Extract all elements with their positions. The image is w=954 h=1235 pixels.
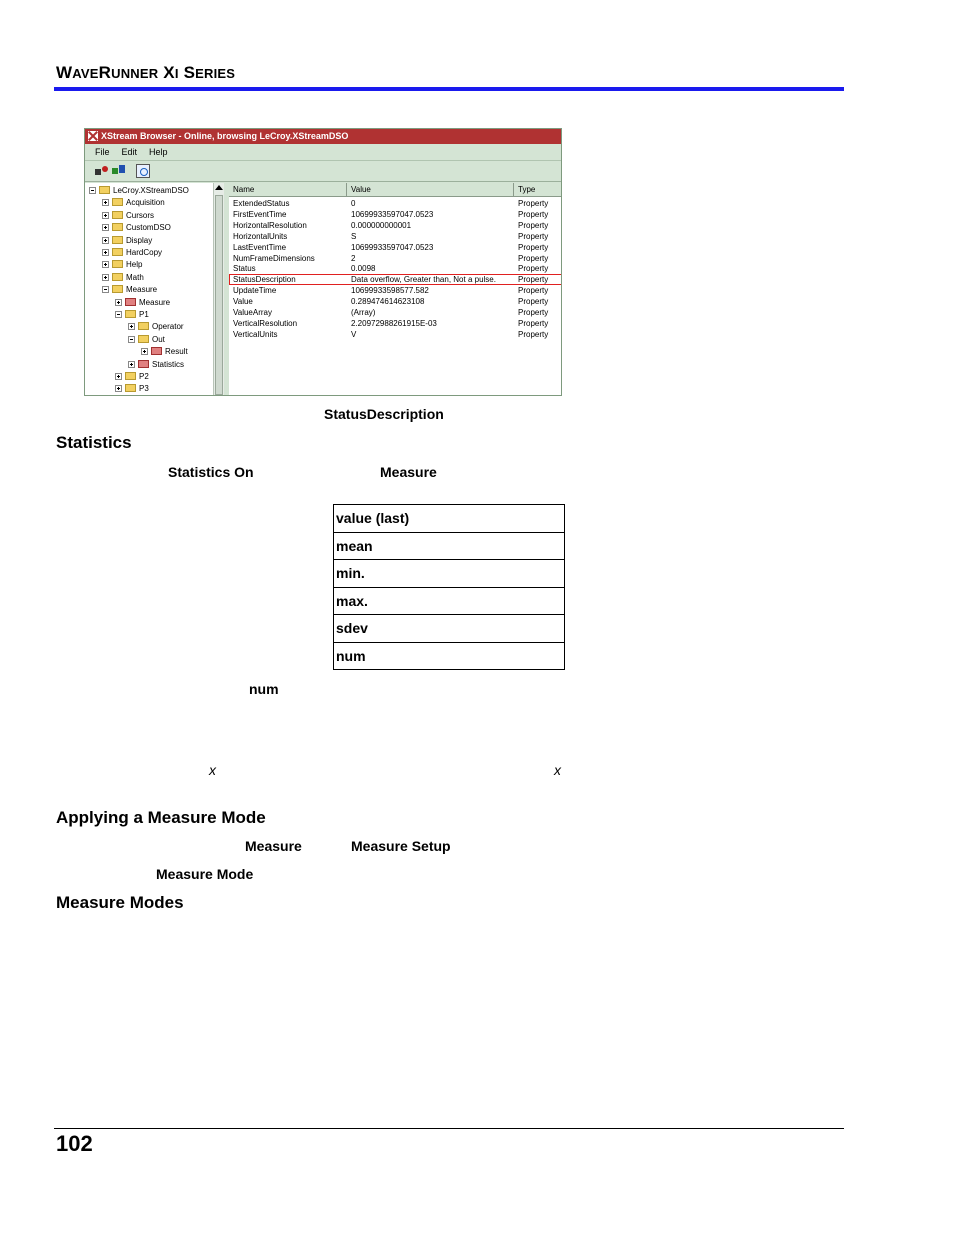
collapse-minus-icon[interactable] bbox=[89, 187, 96, 194]
property-value: 2.20972988261915E-03 bbox=[351, 318, 437, 328]
collapse-minus-icon[interactable] bbox=[102, 286, 109, 293]
tree-node[interactable] bbox=[128, 334, 165, 346]
expand-plus-icon[interactable] bbox=[102, 237, 109, 244]
statistics-table-row bbox=[334, 560, 565, 588]
expand-plus-icon[interactable] bbox=[102, 224, 109, 231]
connect-icon[interactable] bbox=[95, 164, 109, 178]
property-row[interactable] bbox=[229, 263, 562, 274]
property-type: Property bbox=[518, 297, 549, 307]
folder-icon bbox=[112, 260, 123, 268]
property-value: 2 bbox=[351, 253, 356, 263]
property-type: Property bbox=[518, 286, 549, 296]
tree-node-label: P2 bbox=[139, 372, 149, 381]
property-type: Property bbox=[518, 275, 549, 285]
tree-node-label: Acquisition bbox=[126, 198, 165, 208]
property-type: Property bbox=[518, 308, 549, 317]
measure-button-term: Measure bbox=[245, 838, 302, 854]
statistics-table-row bbox=[334, 615, 565, 643]
expand-plus-icon[interactable] bbox=[102, 274, 109, 281]
expand-plus-icon[interactable] bbox=[115, 373, 122, 380]
menu-file[interactable]: File bbox=[95, 147, 110, 157]
tree-node[interactable] bbox=[102, 210, 154, 222]
property-name: LastEventTime bbox=[233, 242, 287, 252]
property-type: Property bbox=[518, 253, 549, 263]
property-row[interactable] bbox=[229, 307, 562, 318]
measure-term: Measure bbox=[380, 464, 437, 480]
property-row[interactable] bbox=[229, 329, 562, 340]
statistic-name: max. bbox=[334, 587, 565, 615]
expand-plus-icon[interactable] bbox=[128, 323, 135, 330]
tree-node-label: Out bbox=[152, 334, 165, 344]
series-title-rest-ave: AVE bbox=[72, 66, 99, 81]
tree-node-label: P3 bbox=[139, 384, 149, 394]
property-name: HorizontalUnits bbox=[233, 231, 288, 241]
statistics-table-row bbox=[334, 532, 565, 560]
scroll-up-arrow-icon[interactable] bbox=[215, 185, 223, 190]
series-title-rest-eries: ERIES bbox=[195, 66, 236, 81]
statistic-name: value (last) bbox=[334, 505, 565, 533]
tree-node[interactable] bbox=[115, 297, 170, 309]
expand-plus-icon[interactable] bbox=[102, 249, 109, 256]
property-type: Property bbox=[518, 231, 549, 241]
property-name: ExtendedStatus bbox=[233, 199, 290, 208]
collapse-minus-icon[interactable] bbox=[115, 311, 122, 318]
property-value: V bbox=[351, 329, 357, 339]
folder-icon bbox=[138, 335, 149, 343]
folder-icon bbox=[99, 186, 110, 194]
tree-node-label: Display bbox=[126, 235, 153, 245]
tree-node[interactable] bbox=[141, 346, 188, 358]
property-type: Property bbox=[518, 318, 549, 328]
expand-plus-icon[interactable] bbox=[115, 299, 122, 306]
tree-node-label: HardCopy bbox=[126, 248, 163, 257]
property-name: UpdateTime bbox=[233, 286, 277, 296]
folder-icon bbox=[125, 372, 136, 380]
column-header-name[interactable]: Name bbox=[229, 183, 347, 196]
statistics-table-row bbox=[334, 505, 565, 533]
menu-edit[interactable]: Edit bbox=[121, 147, 138, 157]
tree-node[interactable] bbox=[115, 371, 149, 383]
property-type: Property bbox=[518, 329, 549, 339]
expand-plus-icon[interactable] bbox=[128, 361, 135, 368]
property-value: 0.0098 bbox=[351, 264, 376, 274]
folder-icon bbox=[125, 384, 136, 392]
property-row[interactable] bbox=[229, 253, 562, 264]
xstream-browser-screenshot bbox=[84, 128, 562, 396]
property-value: (Array) bbox=[351, 308, 376, 317]
tree-node-label: Cursors bbox=[126, 210, 155, 220]
statistics-table-row bbox=[334, 587, 565, 615]
tree-node[interactable] bbox=[128, 359, 184, 371]
series-title-rest-i: I bbox=[174, 66, 179, 81]
menu-help[interactable]: Help bbox=[149, 147, 168, 157]
property-name: HorizontalResolution bbox=[233, 220, 307, 230]
statistic-name: num bbox=[334, 642, 565, 670]
tree-node[interactable] bbox=[89, 185, 189, 197]
property-value: 0.000000000001 bbox=[351, 220, 412, 230]
property-row-selected[interactable] bbox=[229, 274, 562, 285]
measure-setup-term: Measure Setup bbox=[351, 838, 451, 854]
property-row[interactable] bbox=[229, 209, 562, 220]
series-title-cap-r: R bbox=[98, 63, 112, 82]
series-title-cap-s: S bbox=[183, 63, 196, 82]
series-title-rest-unner: UNNER bbox=[111, 66, 159, 81]
measure-modes-heading: Measure Modes bbox=[56, 893, 184, 912]
tree-node-label: Measure bbox=[126, 285, 158, 295]
expand-plus-icon[interactable] bbox=[102, 199, 109, 206]
property-type: Property bbox=[518, 199, 549, 208]
property-list bbox=[229, 183, 562, 396]
statistics-heading: Statistics bbox=[56, 433, 132, 452]
tree-scrollbar[interactable] bbox=[213, 183, 224, 396]
folder-icon bbox=[138, 360, 149, 368]
folder-icon bbox=[112, 211, 123, 219]
applying-measure-mode-heading: Applying a Measure Mode bbox=[56, 808, 266, 827]
property-row[interactable] bbox=[229, 296, 562, 307]
tree-node[interactable] bbox=[102, 235, 152, 247]
property-value: 0 bbox=[351, 199, 356, 208]
folder-icon bbox=[112, 236, 123, 244]
folder-icon bbox=[151, 347, 162, 355]
series-title bbox=[56, 63, 235, 83]
scroll-thumb[interactable] bbox=[215, 195, 223, 395]
expand-plus-icon[interactable] bbox=[141, 348, 148, 355]
tree-node-label: CustomDSO bbox=[126, 223, 171, 233]
tree-node[interactable] bbox=[102, 259, 142, 271]
folder-icon bbox=[112, 285, 123, 293]
statistics-on-term: Statistics On bbox=[168, 464, 254, 480]
tree-node-label: Math bbox=[126, 272, 144, 282]
property-type: Property bbox=[518, 209, 549, 219]
page-number: 102 bbox=[56, 1131, 93, 1156]
property-list-header bbox=[229, 183, 562, 197]
property-value: 10699933598577.582 bbox=[351, 286, 429, 296]
property-row[interactable] bbox=[229, 231, 562, 242]
property-value: 10699933597047.0523 bbox=[351, 242, 434, 252]
property-value: Data overflow, Greater than, Not a pulse. bbox=[351, 275, 496, 285]
property-name: FirstEventTime bbox=[233, 209, 287, 219]
folder-icon bbox=[125, 298, 136, 306]
collapse-minus-icon[interactable] bbox=[128, 336, 135, 343]
folder-icon bbox=[125, 310, 136, 318]
tree-node-label: Measure bbox=[139, 297, 171, 307]
tree-node-label: P1 bbox=[139, 310, 149, 319]
folder-icon bbox=[112, 248, 123, 256]
statistics-table-row bbox=[334, 642, 565, 670]
property-row[interactable] bbox=[229, 220, 562, 231]
figure-caption: StatusDescription bbox=[324, 406, 444, 422]
window-title: XStream Browser - Online, browsing LeCroy.XStreamDSO bbox=[101, 131, 349, 141]
property-value: 0.289474614623108 bbox=[351, 297, 425, 307]
statistics-table bbox=[333, 504, 565, 670]
tree-node[interactable] bbox=[115, 309, 149, 321]
property-type: Property bbox=[518, 220, 549, 230]
x-symbol-left: x bbox=[209, 762, 216, 778]
statistic-name: mean bbox=[334, 532, 565, 560]
statistic-name: sdev bbox=[334, 615, 565, 643]
tree-node-label: LeCroy.XStreamDSO bbox=[113, 186, 189, 195]
folder-icon bbox=[112, 223, 123, 231]
header-rule bbox=[54, 87, 844, 91]
folder-icon bbox=[112, 273, 123, 281]
folder-icon bbox=[138, 322, 149, 330]
num-term: num bbox=[249, 681, 279, 697]
tree-node[interactable] bbox=[102, 247, 162, 259]
column-header-type[interactable]: Type bbox=[518, 185, 536, 194]
tree-node[interactable] bbox=[102, 222, 171, 234]
tree-node[interactable] bbox=[115, 383, 149, 395]
series-title-cap-w: W bbox=[56, 63, 73, 82]
x-symbol-right: x bbox=[554, 762, 561, 778]
object-tree[interactable] bbox=[85, 183, 224, 396]
property-type: Property bbox=[518, 264, 549, 274]
tree-node-label: Operator bbox=[152, 322, 184, 332]
property-value: S bbox=[351, 231, 357, 241]
property-name: ValueArray bbox=[233, 308, 272, 317]
tree-node[interactable] bbox=[102, 272, 144, 284]
property-row[interactable] bbox=[229, 318, 562, 329]
window-titlebar bbox=[85, 129, 562, 144]
toolbar bbox=[85, 161, 562, 182]
tree-node-label: Result bbox=[165, 347, 188, 357]
folder-icon bbox=[112, 198, 123, 206]
tree-node-label: Statistics bbox=[152, 359, 185, 369]
property-row[interactable] bbox=[229, 198, 562, 209]
statistic-name: min. bbox=[334, 560, 565, 588]
tree-node[interactable] bbox=[102, 197, 165, 209]
measure-mode-term: Measure Mode bbox=[156, 866, 254, 882]
series-title-cap-x: X bbox=[163, 63, 175, 82]
property-name: Value bbox=[233, 297, 253, 307]
property-name: VerticalUnits bbox=[233, 329, 278, 339]
property-name: NumFrameDimensions bbox=[233, 253, 315, 263]
tree-node[interactable] bbox=[102, 284, 157, 296]
xstream-app-icon bbox=[88, 131, 98, 141]
tree-node-label: Help bbox=[126, 260, 143, 270]
expand-plus-icon[interactable] bbox=[102, 212, 109, 219]
property-value: 10699933597047.0523 bbox=[351, 209, 434, 219]
property-name: VerticalResolution bbox=[233, 318, 298, 328]
refresh-icon[interactable] bbox=[136, 164, 150, 178]
menu-bar bbox=[85, 144, 562, 161]
property-type: Property bbox=[518, 242, 549, 252]
disconnect-icon[interactable] bbox=[112, 164, 126, 178]
tree-node[interactable] bbox=[128, 321, 184, 333]
property-name: Status bbox=[233, 264, 256, 274]
footer-rule bbox=[54, 1128, 844, 1129]
property-row[interactable] bbox=[229, 285, 562, 296]
property-name: StatusDescription bbox=[233, 275, 296, 285]
expand-plus-icon[interactable] bbox=[102, 261, 109, 268]
property-row[interactable] bbox=[229, 242, 562, 253]
column-header-value[interactable]: Value bbox=[347, 183, 514, 196]
expand-plus-icon[interactable] bbox=[115, 385, 122, 392]
